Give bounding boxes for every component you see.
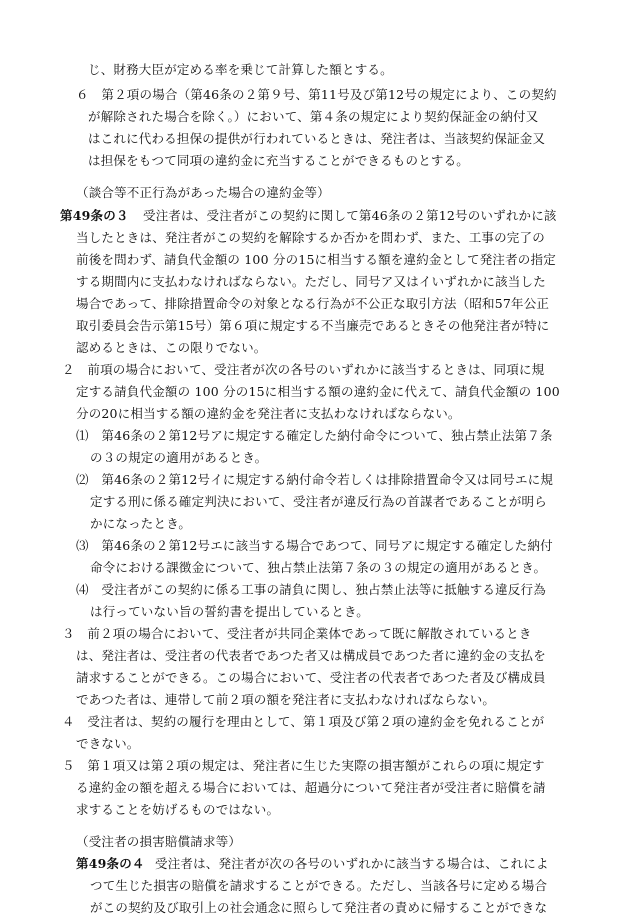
item-3-line: ⑶ 第46条の２第12号エに該当する場合であつて、同号アに規定する確定した納付 xyxy=(76,538,553,553)
article-text-line: する期間内に支払わなければならない。ただし、同号ア又はイいずれかに該当した xyxy=(76,274,546,289)
paragraph-3-line: ３ 前２項の場合において、受注者が共同企業体であって既に解散されているとき xyxy=(62,626,532,641)
article-number: 第49条の３ xyxy=(60,208,129,223)
article-text-line: 受注者は、受注者がこの契約に関して第46条の２第12号のいずれかに該 xyxy=(143,208,557,223)
item-4-line: は行っていない旨の誓約書を提出しているとき。 xyxy=(90,604,369,619)
paragraph-2-line: 定する請負代金額の 100 分の15に相当する額の違約金に代えて、請負代金額の 100 xyxy=(76,384,560,399)
article-text-line: 受注者は、発注者が次の各号のいずれかに該当する場合は、これによ xyxy=(155,856,549,871)
item-2-line: ⑵ 第46条の２第12号イに規定する納付命令若しくは排除措置命令又は同号エに規 xyxy=(76,472,554,487)
item-4-line: ⑷ 受注者がこの契約に係る工事の請負に関し、独占禁止法等に抵触する違反行為 xyxy=(76,582,546,597)
section-heading: （談合等不正行為があった場合の違約金等） xyxy=(76,185,330,200)
section-heading: （受注者の損害賠償請求等） xyxy=(76,834,242,849)
article-text-line: がこの契約及び取引上の社会通念に照らして発注者の責めに帰することができな xyxy=(90,900,548,915)
item-1-line: の３の規定の適用があるとき。 xyxy=(90,450,268,465)
article-text-line: つて生じた損害の賠償を請求することができる。ただし、当該各号に定める場合 xyxy=(90,878,548,893)
item-3-line: 命令における課徴金について、独占禁止法第７条の３の規定の適用があるとき。 xyxy=(90,560,547,575)
paragraph-6-line: はこれに代わる担保の提供が行われているときは、発注者は、当該契約保証金又 xyxy=(88,131,546,146)
paragraph-3-line: は、発注者は、受注者の代表者であつた者又は構成員であつた者に違約金の支払を xyxy=(76,648,546,663)
paragraph-6-line: が解除された場合を除く。）において、第４条の規定により契約保証金の納付又 xyxy=(88,109,539,124)
paragraph-2-line: ２ 前項の場合において、受注者が次の各号のいずれかに該当するときは、同項に規 xyxy=(62,362,545,377)
paragraph-6-line: ６ 第２項の場合（第46条の２第９号、第11号及び第12号の規定により、この契約 xyxy=(76,87,557,102)
paragraph-5-line: る違約金の額を超える場合においては、超過分について発注者が受注者に賠償を請 xyxy=(76,780,546,795)
paragraph-3-line: 請求することができる。この場合において、受注者の代表者であつた者及び構成員 xyxy=(76,670,546,685)
paragraph-5-line: 求することを妨げるものではない。 xyxy=(76,802,280,817)
paragraph-3-line: であつた者は、連帯して前２項の額を発注者に支払わなければならない。 xyxy=(76,692,496,707)
paragraph-4-line: できない。 xyxy=(76,736,140,751)
article-text-line: 場合であって、排除措置命令の対象となる行為が不公正な取引方法（昭和57年公正 xyxy=(76,296,550,311)
paragraph-5-line: ５ 第１項又は第２項の規定は、発注者に生じた実際の損害額がこれらの項に規定す xyxy=(62,758,545,773)
paragraph-6-line: は担保をもつて同項の違約金に充当することができるものとする。 xyxy=(88,153,470,168)
paragraph-2-line: 分の20に相当する額の違約金を発注者に支払わなければならない。 xyxy=(76,406,461,421)
article-text-line: 認めるときは、この限りでない。 xyxy=(76,340,267,355)
item-2-line: 定する刑に係る確定判決において、受注者が違反行為の首謀者であることが明ら xyxy=(90,494,547,509)
text-line: じ、財務大臣が定める率を乗じて計算した額とする。 xyxy=(88,62,393,77)
item-2-line: かになったとき。 xyxy=(90,516,192,531)
item-1-line: ⑴ 第46条の２第12号アに規定する確定した納付命令について、独占禁止法第７条 xyxy=(76,428,553,443)
article-text-line: 前後を問わず、請負代金額の 100 分の15に相当する額を違約金として発注者の指定 xyxy=(76,252,556,267)
paragraph-4-line: ４ 受注者は、契約の履行を理由として、第１項及び第２項の違約金を免れることが xyxy=(62,714,545,729)
article-text-line: 取引委員会告示第15号）第６項に規定する不当廉売であるときその他発注者が特に xyxy=(76,318,550,333)
article-text-line: 当したときは、発注者がこの契約を解除するか否かを問わず、また、工事の完了の xyxy=(76,230,545,245)
article-number: 第49条の４ xyxy=(76,856,145,871)
